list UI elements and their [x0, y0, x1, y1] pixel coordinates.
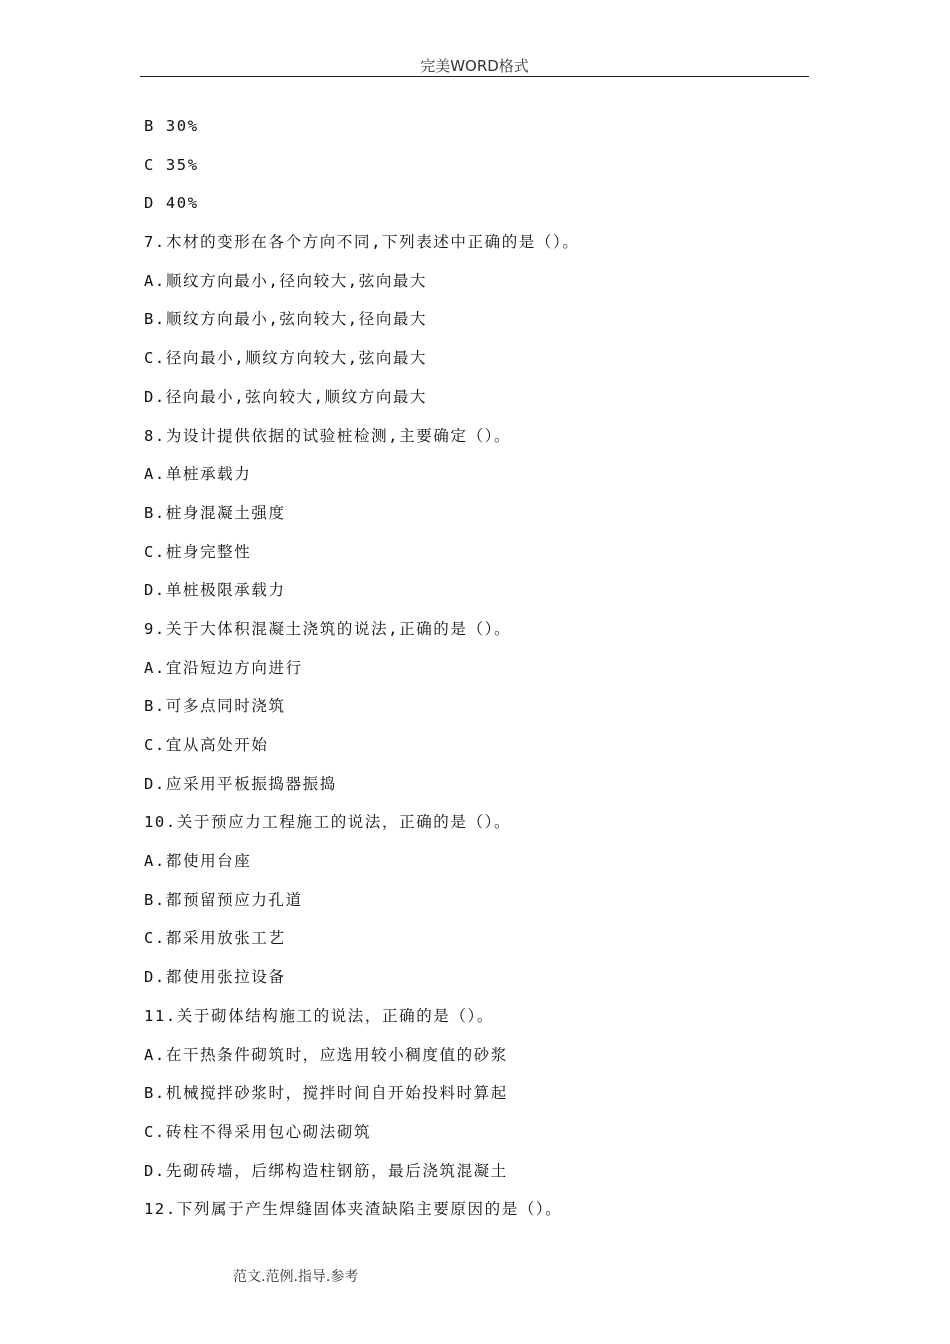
option-line: C.桩身完整性	[144, 542, 252, 561]
option-line: B.都预留预应力孔道	[144, 890, 303, 909]
option-line: C.砖柱不得采用包心砌法砌筑	[144, 1122, 372, 1141]
option-line: A.顺纹方向最小,径向较大,弦向最大	[144, 271, 428, 290]
option-line: A.都使用台座	[144, 852, 252, 871]
header-rule	[140, 76, 809, 77]
option-line: D.都使用张拉设备	[144, 968, 286, 987]
question-9: 9.关于大体积混凝土浇筑的说法,正确的是（）。	[144, 619, 512, 638]
option-line: C.径向最小,顺纹方向较大,弦向最大	[144, 349, 428, 368]
question-12: 12.下列属于产生焊缝固体夹渣缺陷主要原因的是（）。	[144, 1200, 563, 1219]
option-line: A.在干热条件砌筑时，应选用较小稠度值的砂浆	[144, 1045, 508, 1064]
option-line: B.顺纹方向最小,弦向较大,径向最大	[144, 310, 428, 329]
question-8: 8.为设计提供依据的试验桩检测,主要确定（）。	[144, 426, 512, 445]
option-line: B.机械搅拌砂浆时，搅拌时间自开始投料时算起	[144, 1084, 508, 1103]
question-11: 11.关于砌体结构施工的说法，正确的是（）。	[144, 1006, 494, 1025]
page-footer: 范文.范例.指导.参考	[233, 1269, 359, 1285]
option-line: C 35%	[144, 155, 199, 174]
option-line: C.都采用放张工艺	[144, 929, 286, 948]
option-line: D.径向最小,弦向较大,顺纹方向最大	[144, 387, 428, 406]
question-10: 10.关于预应力工程施工的说法，正确的是（）。	[144, 813, 512, 832]
option-line: A.宜沿短边方向进行	[144, 658, 303, 677]
option-line: A.单桩承载力	[144, 465, 252, 484]
page-header: 完美WORD格式	[420, 57, 529, 75]
option-line: B.可多点同时浇筑	[144, 697, 286, 716]
document-body	[144, 107, 809, 1229]
option-line: D.先砌砖墙，后绑构造柱钢筋，最后浇筑混凝土	[144, 1161, 508, 1180]
option-line: B.桩身混凝土强度	[144, 503, 286, 522]
option-line: D.应采用平板振捣器振捣	[144, 774, 337, 793]
option-line: D 40%	[144, 194, 199, 213]
question-7: 7.木材的变形在各个方向不同,下列表述中正确的是（）。	[144, 233, 580, 252]
option-line: C.宜从高处开始	[144, 736, 269, 754]
option-line: B 30%	[144, 117, 199, 135]
option-line: D.单桩极限承载力	[144, 581, 286, 600]
